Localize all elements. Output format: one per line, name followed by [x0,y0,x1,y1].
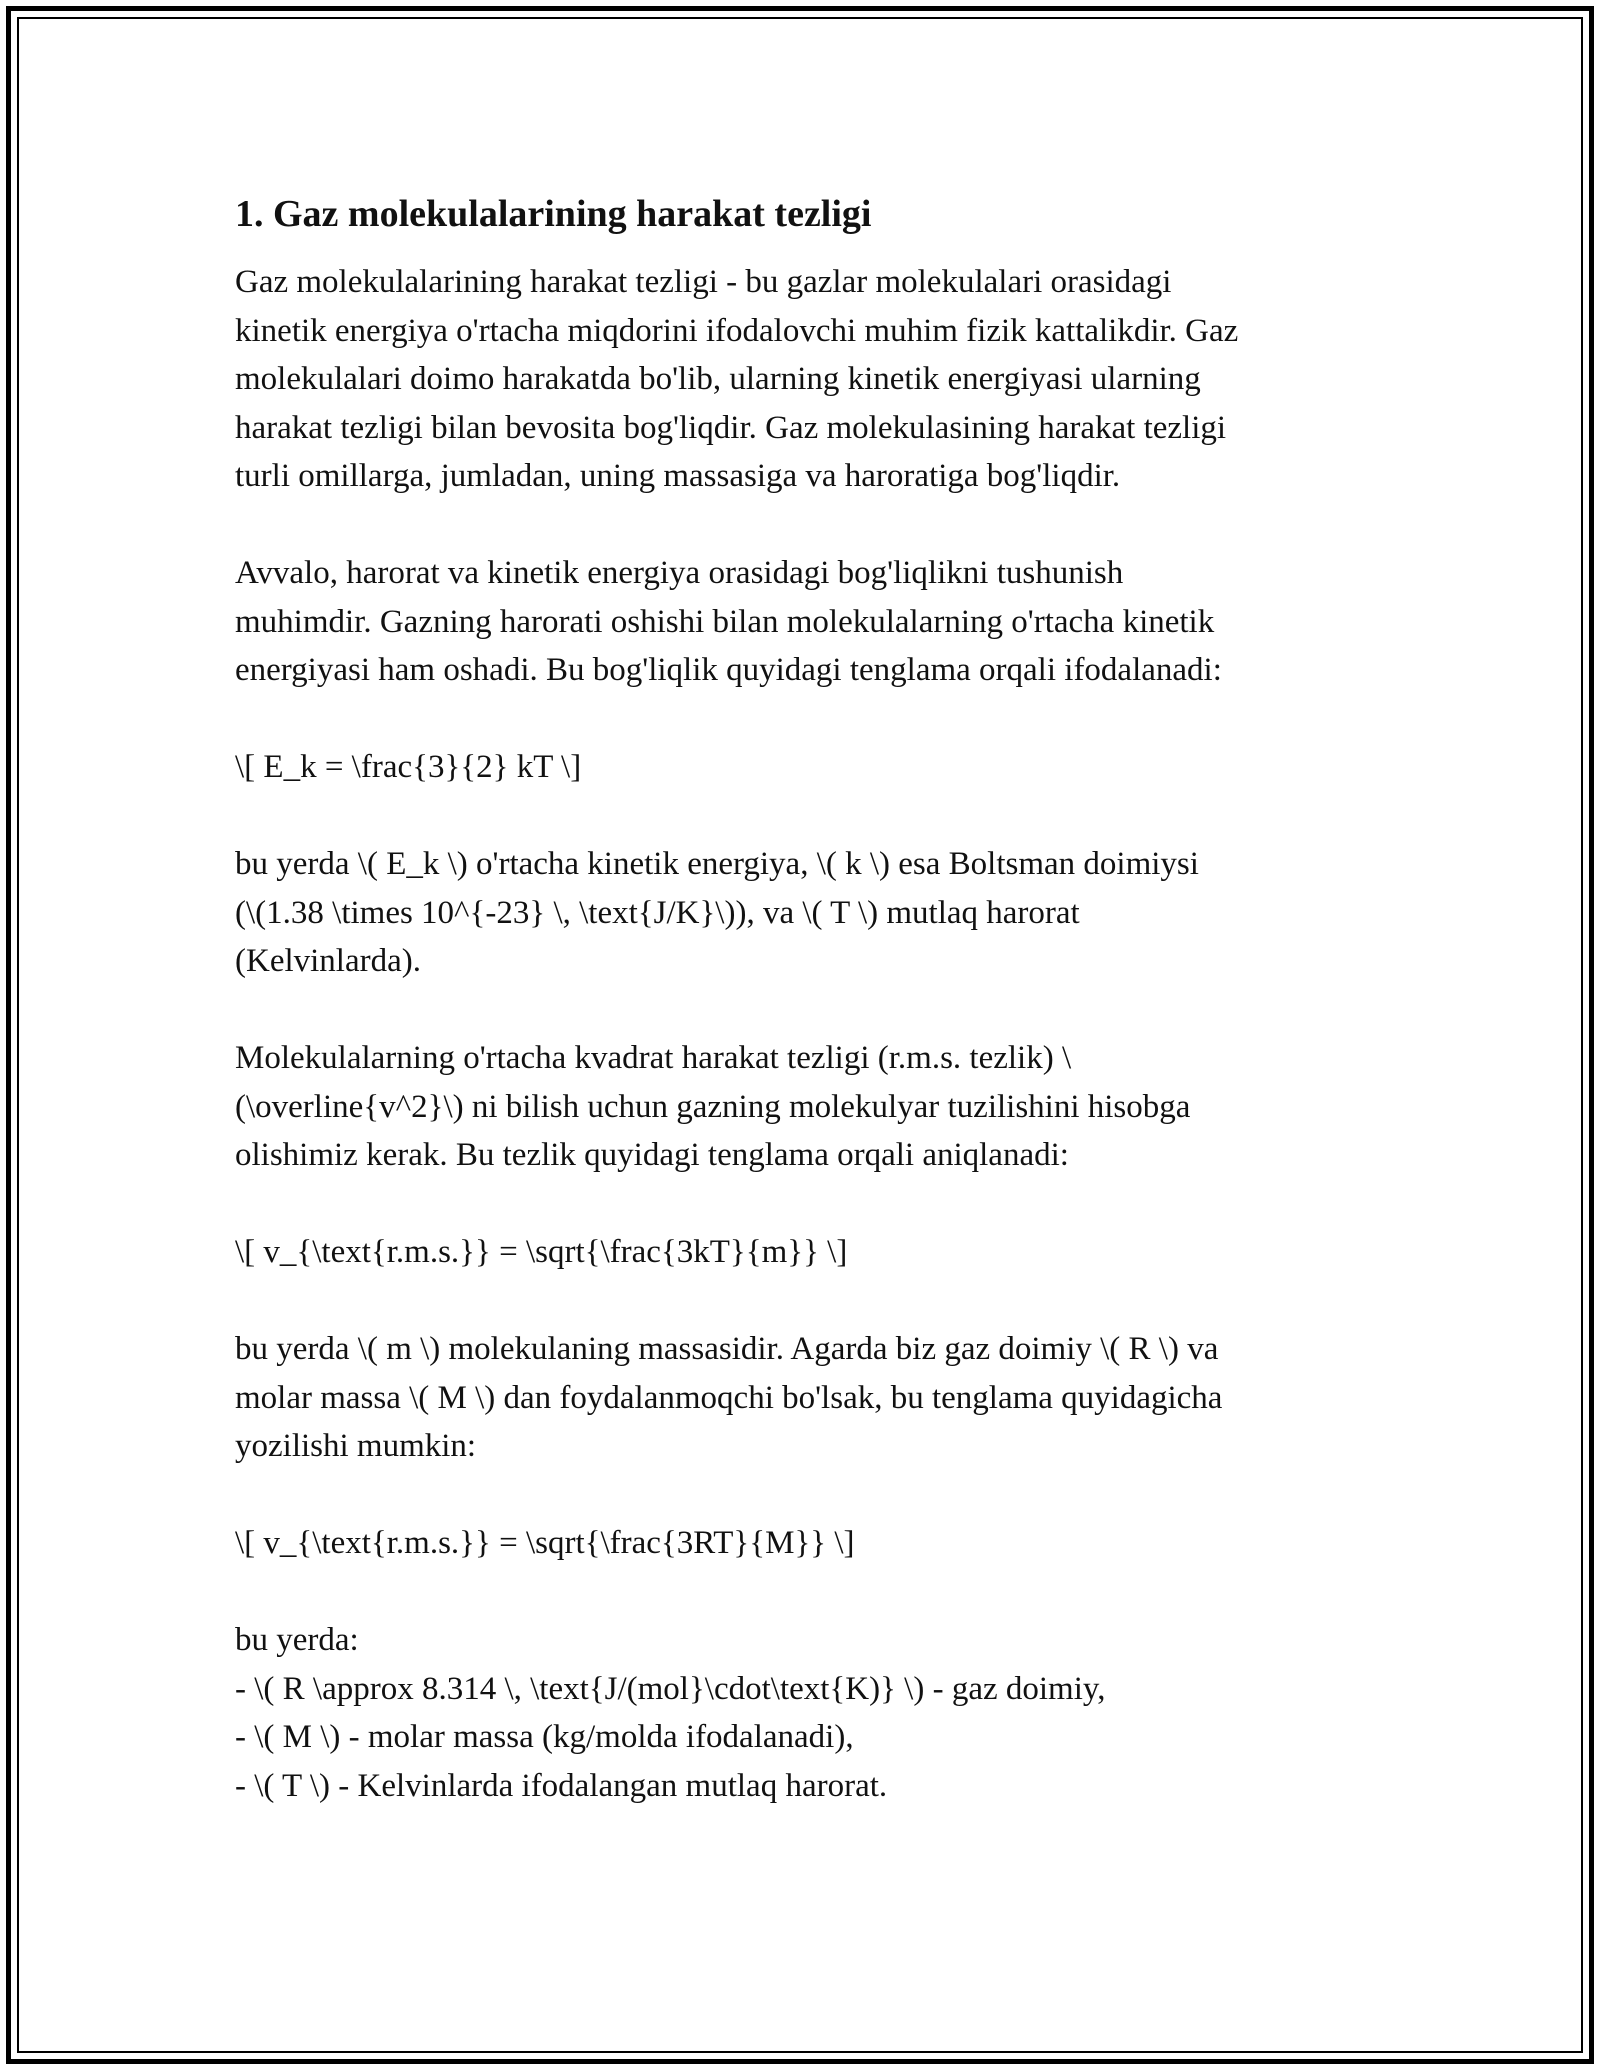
paragraph-rms-speed [235,1034,1365,1180]
document-body [235,188,1365,1810]
list-intro: bu yerda: [235,1622,359,1658]
text-line: molekulalari doimo harakatda bo'lib, ularning kinetik energiyasi ularning [235,361,1201,397]
list-item: - \( R \approx 8.314 \, \text{J/(mol}\cdot\text{K)} \) - gaz doimiy, [235,1670,1106,1707]
text-line: bu yerda \( E_k \) o'rtacha kinetik energiya, \( k \) esa Boltsman doimiysi [235,846,1199,882]
paragraph-definitions-1 [235,840,1365,986]
paragraph-mass [235,1325,1365,1471]
equation-kinetic-energy [235,743,1365,792]
text-line: Gaz molekulalarining harakat tezligi - bu gazlar molekulalari orasidagi [235,264,1172,300]
definitions-list [235,1616,1365,1810]
equation-line: \[ E_k = \frac{3}{2} kT \] [235,749,582,785]
text-line: muhimdir. Gazning harorati oshishi bilan molekulalarning o'rtacha kinetik [235,603,1215,640]
text-line: olishimiz kerak. Bu tezlik quyidagi tenglama orqali aniqlanadi: [235,1137,1069,1173]
equation-rms-RT [235,1519,1365,1568]
paragraph-intro [235,258,1365,501]
text-line: (\(1.38 \times 10^{-23} \, \text{J/K}\)), va \( T \) mutlaq harorat [235,894,1080,931]
text-line: energiyasi ham oshadi. Bu bog'liqlik quyidagi tenglama orqali ifodalanadi: [235,652,1222,688]
text-line: yozilishi mumkin: [235,1428,477,1464]
text-line: Molekulalarning o'rtacha kvadrat harakat tezligi (r.m.s. tezlik) \ [235,1040,1072,1076]
list-item: - \( M \) - molar massa (kg/molda ifodalanadi), [235,1719,854,1755]
text-line: harakat tezligi bilan bevosita bog'liqdir. Gaz molekulasining harakat tezligi [235,409,1227,446]
text-line: Avvalo, harorat va kinetik energiya orasidagi bog'liqlikni tushunish [235,555,1124,591]
text-line: kinetik energiya o'rtacha miqdorini ifodalovchi muhim fizik kattalikdir. Gaz [235,312,1239,349]
list-item: - \( T \) - Kelvinlarda ifodalangan mutlaq harorat. [235,1767,888,1804]
paragraph-temperature [235,549,1365,695]
section-heading: 1. Gaz molekulalarining harakat tezligi [235,193,872,235]
equation-line: \[ v_{\text{r.m.s.}} = \sqrt{\frac{3kT}{m}} \] [235,1234,848,1270]
text-line: bu yerda \( m \) molekulaning massasidir. Agarda biz gaz doimiy \( R \) va [235,1331,1219,1367]
equation-rms-kT [235,1228,1365,1277]
text-line: (Kelvinlarda). [235,943,421,979]
text-line: (\overline{v^2}\) ni bilish uchun gazning molekulyar tuzilishini hisobga [235,1088,1191,1125]
text-line: turli omillarga, jumladan, uning massasiga va haroratiga bog'liqdir. [235,458,1121,494]
equation-line: \[ v_{\text{r.m.s.}} = \sqrt{\frac{3RT}{M}} \] [235,1525,855,1561]
text-line: molar massa \( M \) dan foydalanmoqchi bo'lsak, bu tenglama quyidagicha [235,1379,1223,1416]
